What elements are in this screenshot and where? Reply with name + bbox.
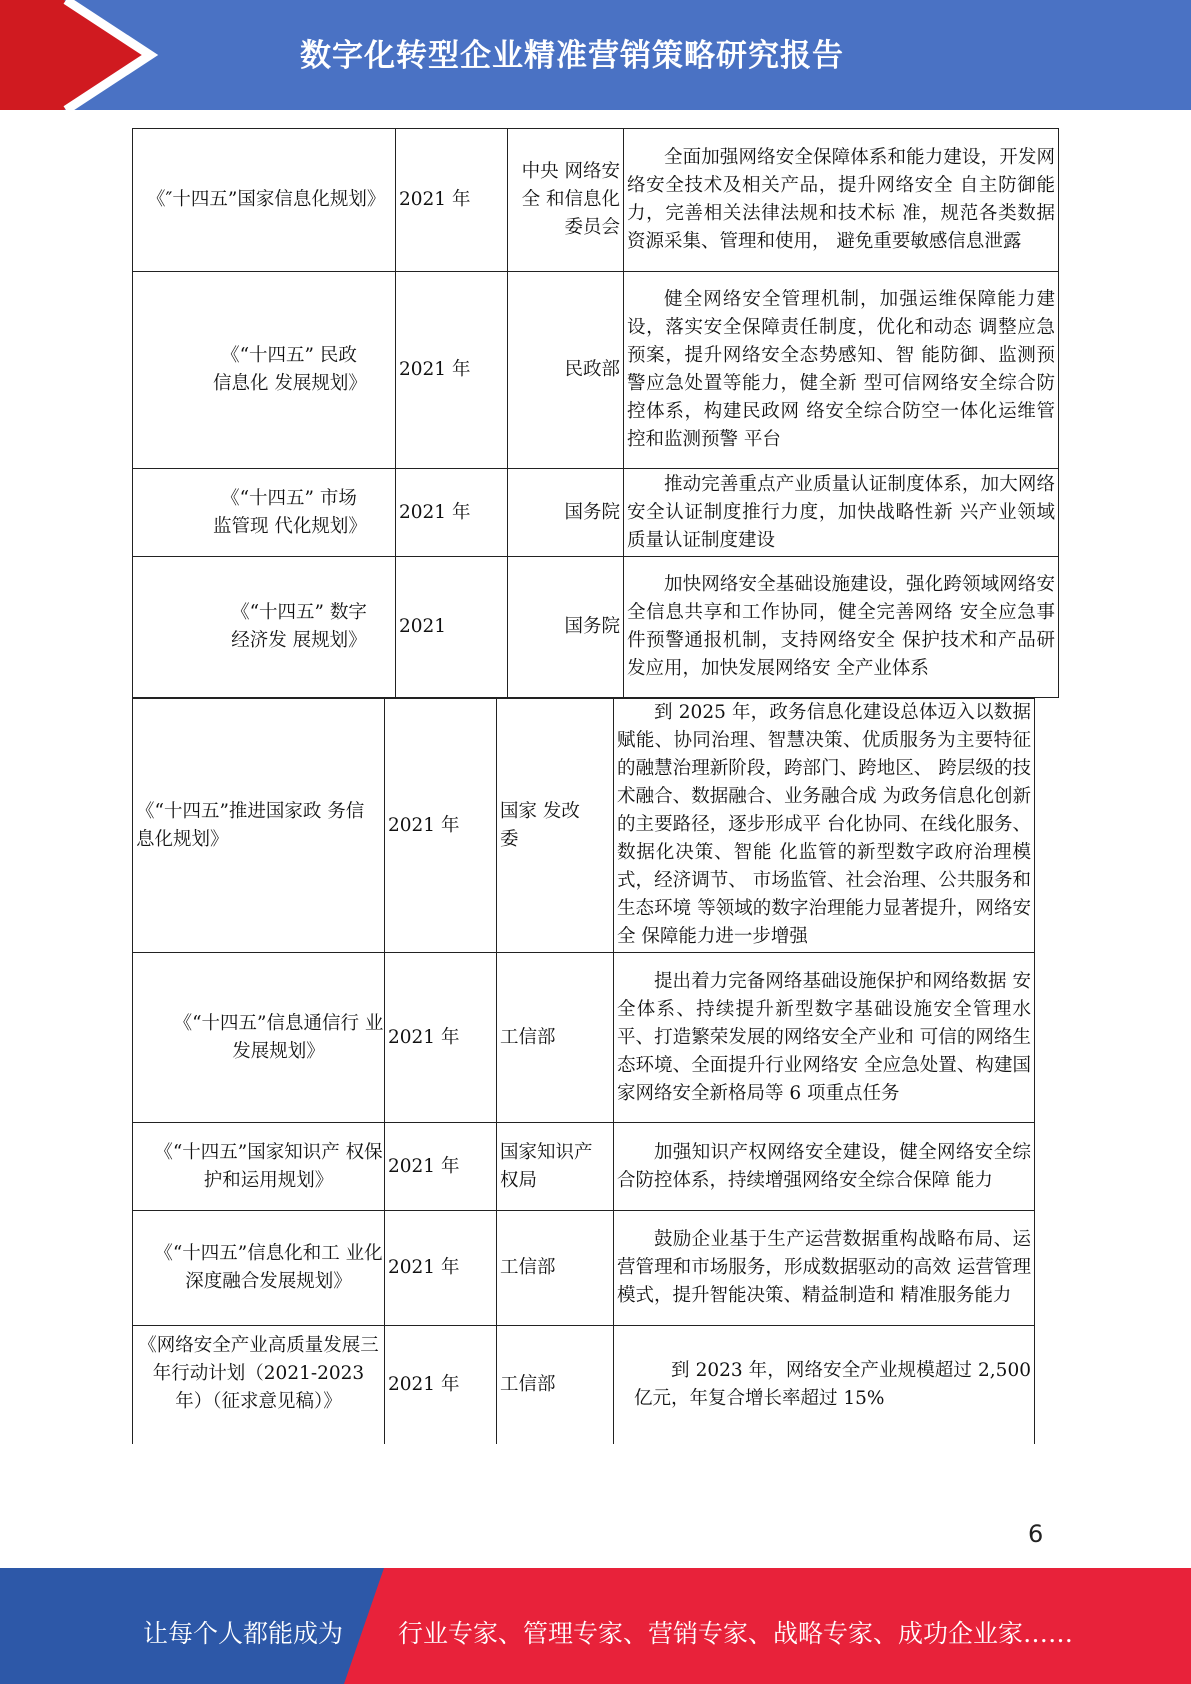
policy-title: 《“十四五” 数字经济发 展规划》 <box>133 557 396 698</box>
policy-title: 《“十四五”信息化和工 业化深度融合发展规划》 <box>133 1211 385 1326</box>
policy-year: 2021 年 <box>385 1326 497 1445</box>
footer-slogan-left: 让每个人都能成为 <box>143 1619 344 1648</box>
table-row <box>133 1326 1035 1445</box>
policy-content: 加快网络安全基础设施建设，强化跨领域网络安全信息共享和工作协同，健全完善网络 安全应急事件预警通报机制，支持网络安全 保护技术和产品研发应用，加快发展网络安 全产业体系 <box>627 574 1055 679</box>
policy-year: 2021 年 <box>385 953 497 1123</box>
policy-content: 到 2025 年，政务信息化建设总体迈入以数据 赋能、协同治理、智慧决策、优质服务为主要特征的融慧治理新阶段，跨部门、跨地区、 跨层级的技术融合、数据融合、业务融合成 为政务信息化创新的主要路径，逐步形成平 台化协同、在线化服务、数据化决策、智能 化监管的新型数字政府治理模式，经济调节、 市场监管、社会治理、公共服务和生态环境 等领域的数字治理能力显著提升，网络安全 保障能力进一步增强 <box>617 702 1031 947</box>
policy-department: 民政部 <box>508 272 624 469</box>
policy-department: 国家 发改委 <box>497 699 614 953</box>
policy-year: 2021 年 <box>385 1123 497 1211</box>
policy-content: 全面加强网络安全保障体系和能力建设，开发网络安全技术及相关产品，提升网络安全 自主防御能力，完善相关法律法规和技术标 准，规范各类数据资源采集、管理和使用， 避免重要敏感信息泄露 <box>624 129 1059 272</box>
table-row <box>133 699 1035 953</box>
policy-year: 2021 年 <box>385 699 497 953</box>
policy-content: 加强知识产权网络安全建设，健全网络安全综合防控体系，持续增强网络安全综合保障 能力 <box>614 1123 1035 1211</box>
policy-title: 《″十四五”国家信息化规划》 <box>133 129 396 272</box>
policy-department: 国家知识产权局 <box>497 1123 614 1211</box>
policy-year: 2021 年 <box>396 272 508 469</box>
table-row <box>133 1211 1035 1326</box>
policy-title: 《“十四五” 市场监管现 代化规划》 <box>133 469 396 557</box>
policy-title: 《“十四五”信息通信行 业发展规划》 <box>133 953 385 1123</box>
policy-content-cell <box>624 557 1059 698</box>
policy-department: 工信部 <box>497 953 614 1123</box>
policy-content: 到 2023 年，网络安全产业规模超过 2,500 亿元，年复合增长率超过 15% <box>614 1326 1035 1445</box>
page-header <box>0 0 1191 110</box>
policy-year: 2021 年 <box>385 1211 497 1326</box>
policy-title: 《“十四五”推进国家政 务信息化规划》 <box>133 699 385 953</box>
table-row <box>133 129 1059 272</box>
table-row <box>133 1123 1035 1211</box>
policy-content: 健全网络安全管理机制，加强运维保障能力建设，落实安全保障责任制度，优化和动态 调整应急预案，提升网络安全态势感知、智 能防御、监测预警应急处置等能力，健全新 型可信网络安全综合防控体系，构建民政网 络安全综合防空一体化运维管控和监测预警 平台 <box>624 272 1059 469</box>
policy-year: 2021 年 <box>396 129 508 272</box>
table-row <box>133 953 1035 1123</box>
policy-title: 《“十四五”国家知识产 权保护和运用规划》 <box>133 1123 385 1211</box>
table-row <box>133 272 1059 469</box>
policy-department: 工信部 <box>497 1326 614 1445</box>
report-title: 数字化转型企业精准营销策略研究报告 <box>300 38 844 74</box>
policy-title-cell <box>133 1326 385 1445</box>
policy-table-top <box>132 128 1059 698</box>
policy-department: 中央 网络安全 和信息化 委员会 <box>508 129 624 272</box>
policy-year: 2021 年 <box>396 469 508 557</box>
policy-content-cell <box>614 699 1035 953</box>
policy-title: 《网络安全产业高质量发展三年行动计划（2021-2023 年）（征求意见稿）》 <box>138 1335 379 1412</box>
footer-slogan-right: 行业专家、管理专家、营销专家、战略专家、成功企业家…… <box>398 1619 1074 1648</box>
policy-department: 国务院 <box>508 557 624 698</box>
policy-department: 国务院 <box>508 469 624 557</box>
policy-content: 鼓励企业基于生产运营数据重构战略布局、运营管理和市场服务，形成数据驱动的高效 运营管理模式，提升智能决策、精益制造和 精准服务能力 <box>614 1211 1035 1326</box>
policy-content: 提出着力完备网络基础设施保护和网络数据 安全体系、持续提升新型数字基础设施安全管理水平、打造繁荣发展的网络安全产业和 可信的网络生态环境、全面提升行业网络安 全应急处置、构建国家网络安全新格局等 6 项重点任务 <box>614 953 1035 1123</box>
policy-year: 2021 <box>396 557 508 698</box>
policy-title: 《“十四五” 民政信息化 发展规划》 <box>133 272 396 469</box>
table-row <box>133 469 1059 557</box>
table-row <box>133 557 1059 698</box>
policy-department: 工信部 <box>497 1211 614 1326</box>
policy-table-bottom <box>132 698 1035 1444</box>
policy-content: 推动完善重点产业质量认证制度体系，加大网络安全认证制度推行力度，加快战略性新 兴产业领域质量认证制度建设 <box>624 469 1059 557</box>
page-number: 6 <box>1028 1520 1044 1548</box>
